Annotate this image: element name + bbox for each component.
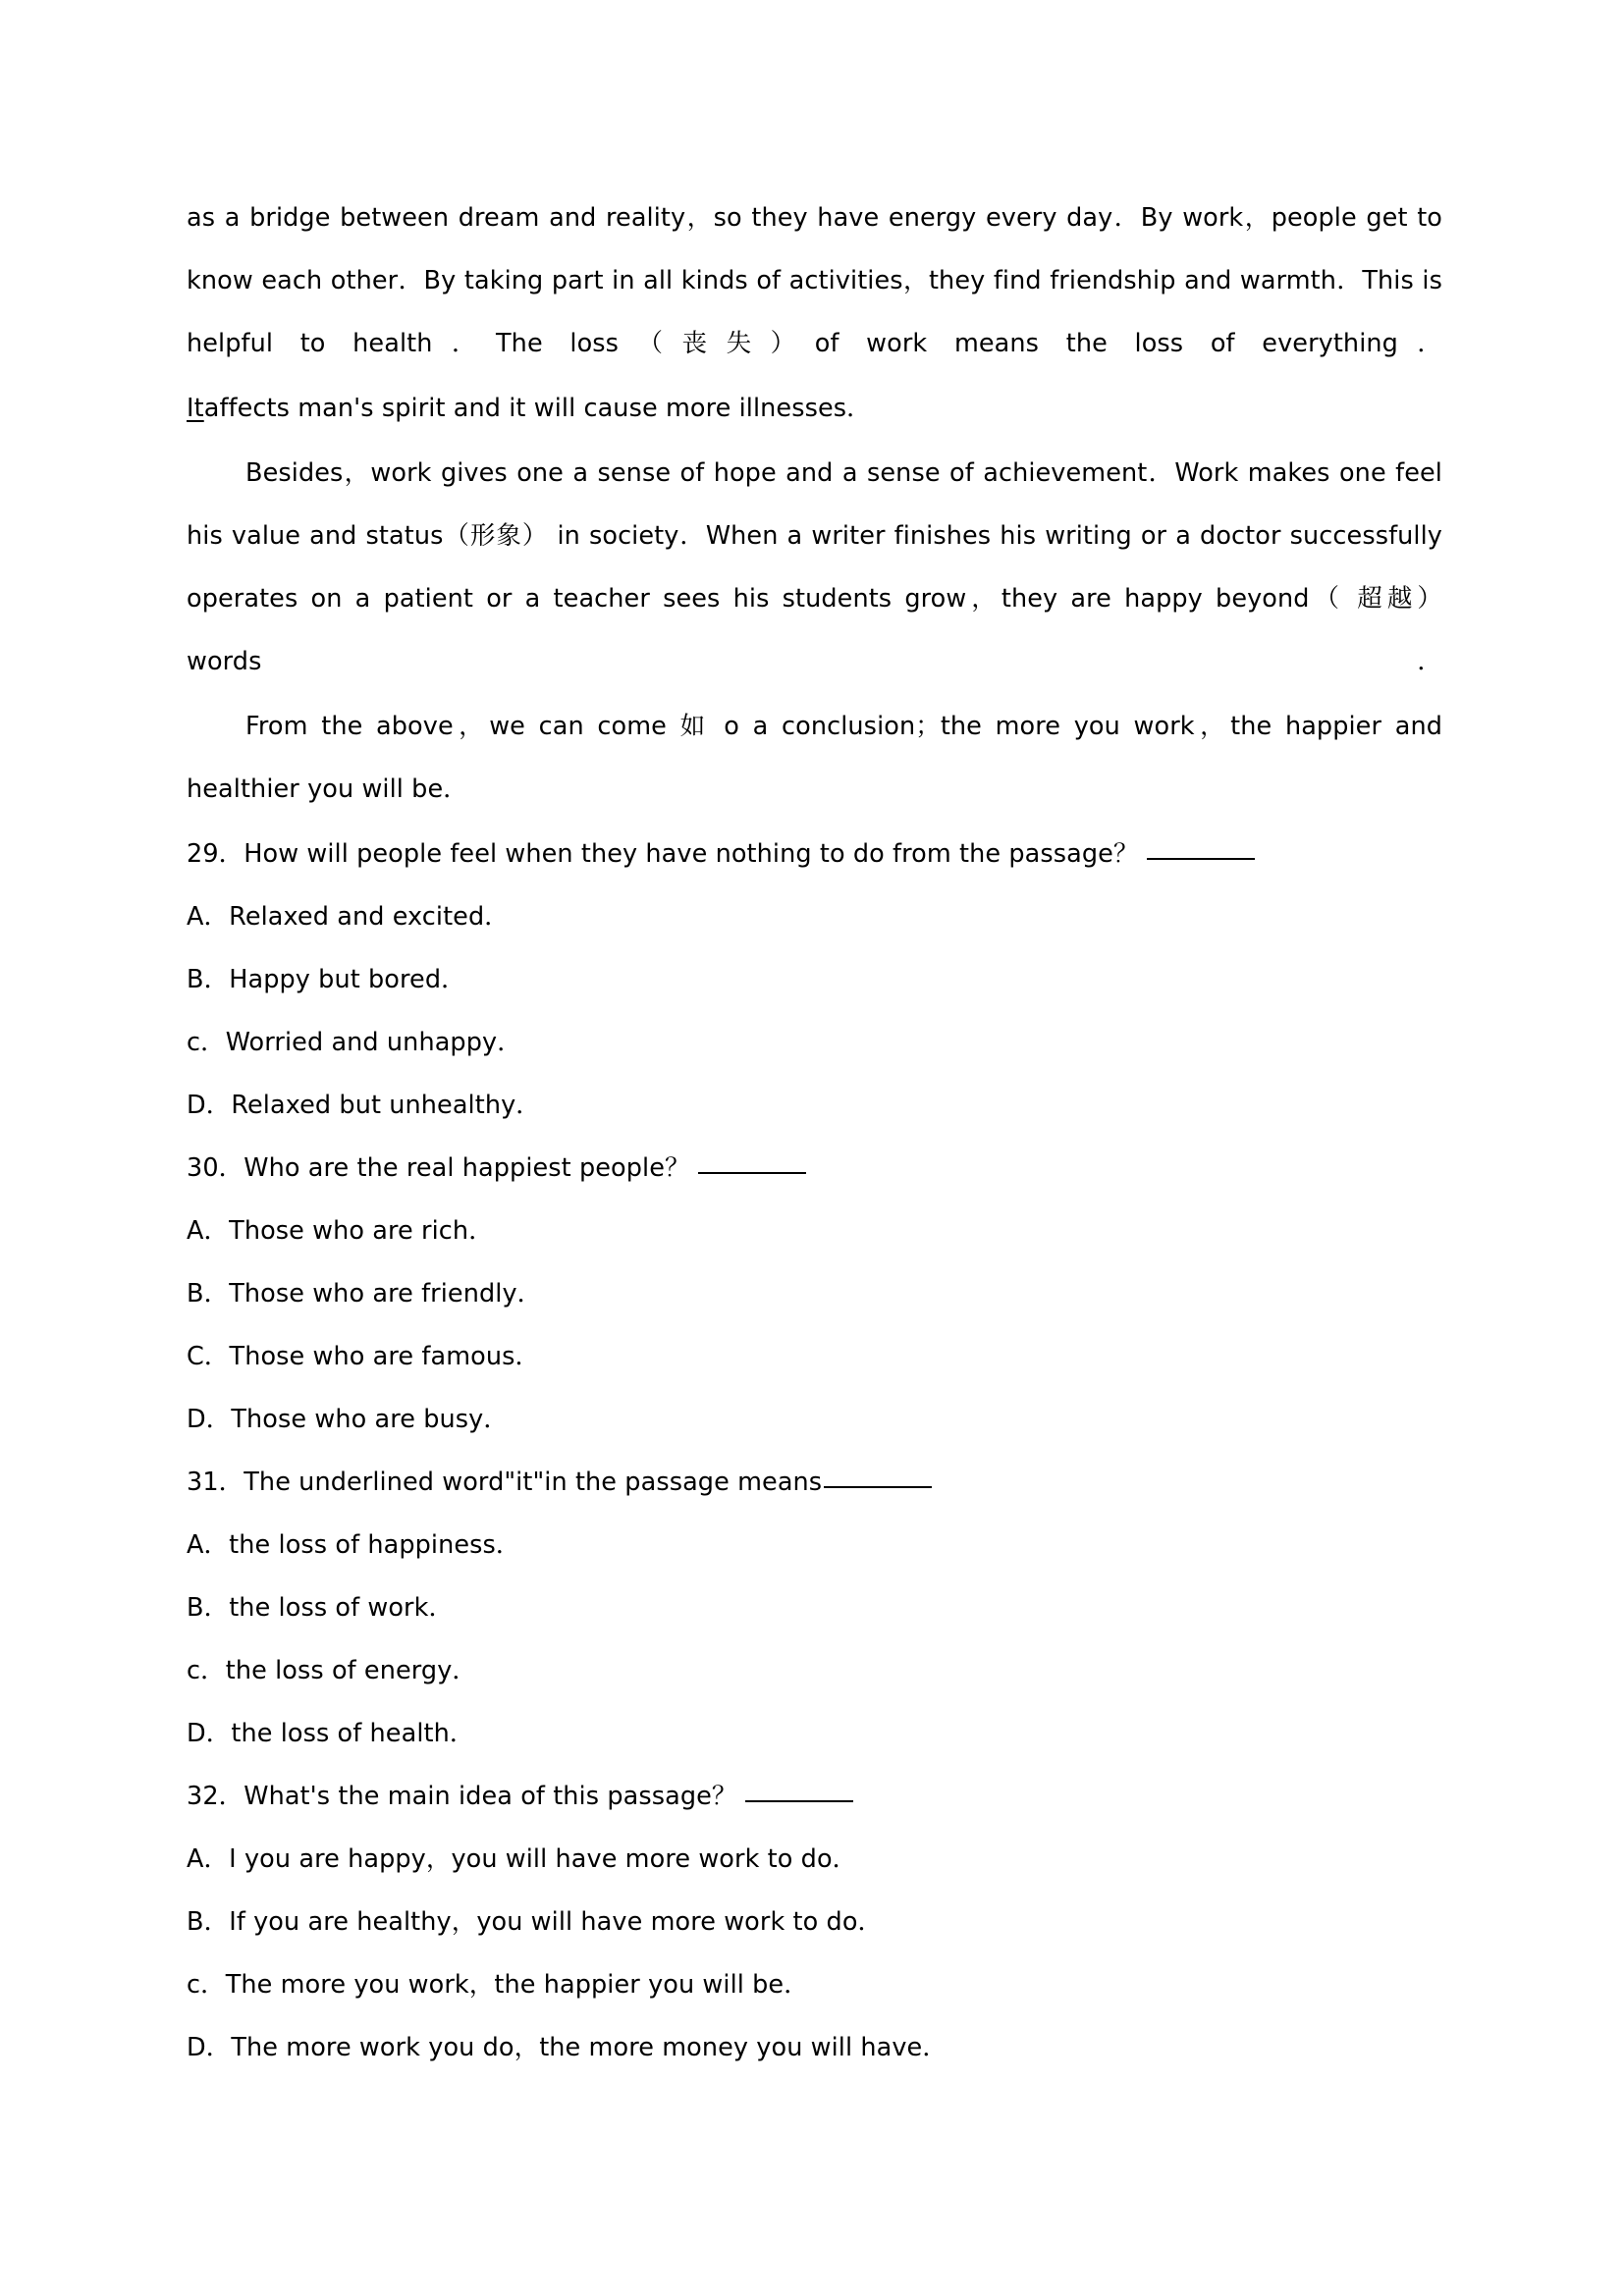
- option-text: the loss of work．: [229, 1593, 455, 1623]
- option-b[interactable]: [187, 948, 1442, 1011]
- option-a[interactable]: [187, 1200, 1442, 1262]
- question-block-30: [187, 1137, 1442, 1451]
- option-label: D．: [187, 1719, 232, 1748]
- passage-paragraph-3: From the above，we can come 如 o a conclusion；the more you work，the happier and healthier you will be．: [187, 712, 1442, 804]
- option-label: c．: [187, 1028, 226, 1057]
- answer-blank[interactable]: [745, 1799, 853, 1802]
- question-text: How will people feel when they have nothing to do from the passage？: [244, 839, 1139, 869]
- option-label: A．: [187, 1216, 230, 1246]
- option-label: D．: [187, 1091, 232, 1120]
- option-text: Those who are rich．: [229, 1216, 494, 1246]
- question-number: 31．: [187, 1468, 244, 1497]
- option-label: B．: [187, 965, 230, 994]
- option-d[interactable]: [187, 1702, 1442, 1765]
- answer-blank[interactable]: [824, 1485, 932, 1488]
- passage-paragraph-1-continued: [187, 377, 1442, 440]
- option-label: B．: [187, 1593, 230, 1623]
- option-label: D．: [187, 2033, 232, 2062]
- option-text: If you are healthy，you will have more work to do．: [229, 1907, 884, 1937]
- option-text: Worried and unhappy．: [225, 1028, 522, 1057]
- question-number: 32．: [187, 1782, 244, 1811]
- option-a[interactable]: [187, 885, 1442, 948]
- option-text: The more you work，the happier you will be．: [225, 1970, 809, 2000]
- option-b[interactable]: [187, 1262, 1442, 1325]
- option-text: the loss of happiness．: [229, 1530, 521, 1560]
- option-label: C．: [187, 1342, 230, 1371]
- option-label: D．: [187, 1405, 232, 1434]
- answer-blank[interactable]: [1147, 857, 1255, 860]
- option-d[interactable]: [187, 2016, 1442, 2079]
- passage-paragraph-1: as a bridge between dream and reality，so they have energy every day．By work，people get to know each other．By taking part in all kinds of activities，they find friendship and warmth．This is helpful to health．The loss（丧失）of work means the loss of everything．: [187, 203, 1442, 358]
- option-c[interactable]: [187, 1639, 1442, 1702]
- option-c[interactable]: [187, 1011, 1442, 1074]
- option-label: A．: [187, 1844, 230, 1874]
- option-label: A．: [187, 1530, 230, 1560]
- option-d[interactable]: [187, 1074, 1442, 1137]
- question-stem: [187, 1451, 1442, 1514]
- question-number: 29．: [187, 839, 244, 869]
- question-block-31: [187, 1451, 1442, 1765]
- question-text: The underlined word"it"in the passage means: [244, 1468, 823, 1497]
- underlined-word-it: It: [187, 394, 204, 423]
- option-text: Relaxed but unhealthy．: [231, 1091, 541, 1120]
- question-number: 30．: [187, 1153, 244, 1183]
- option-text: Happy but bored．: [229, 965, 466, 994]
- option-text: Relaxed and excited．: [229, 902, 510, 932]
- option-d[interactable]: [187, 1388, 1442, 1451]
- option-b[interactable]: [187, 1576, 1442, 1639]
- question-stem: [187, 1765, 1442, 1828]
- option-label: c．: [187, 1970, 226, 2000]
- question-block-32: [187, 1765, 1442, 2079]
- option-label: B．: [187, 1279, 230, 1308]
- passage-paragraph-2: Besides，work gives one a sense of hope and a sense of achievement．Work makes one feel his value and status（形象） in society．When a writer finishes his writing or a doctor successfully operates on a patient or a teacher sees his students grow，they are happy beyond（ 超越） words．: [187, 458, 1442, 676]
- option-text: the loss of energy．: [225, 1656, 477, 1685]
- option-label: A．: [187, 902, 230, 932]
- option-text: Those who are busy．: [231, 1405, 509, 1434]
- option-a[interactable]: [187, 1514, 1442, 1576]
- answer-blank[interactable]: [698, 1171, 806, 1174]
- option-text: the loss of health．: [231, 1719, 475, 1748]
- option-label: B．: [187, 1907, 230, 1937]
- option-text: The more work you do，the more money you will have．: [231, 2033, 947, 2062]
- passage-paragraph-1-tail: affects man's spirit and it will cause more illnesses．: [203, 394, 872, 423]
- question-block-29: [187, 823, 1442, 1137]
- option-text: Those who are famous．: [229, 1342, 541, 1371]
- option-b[interactable]: [187, 1891, 1442, 1953]
- question-stem: [187, 1137, 1442, 1200]
- question-text: Who are the real happiest people？: [244, 1153, 690, 1183]
- question-text: What's the main idea of this passage？: [244, 1782, 737, 1811]
- option-label: c．: [187, 1656, 226, 1685]
- option-a[interactable]: [187, 1828, 1442, 1891]
- option-c[interactable]: [187, 1953, 1442, 2016]
- option-text: Those who are friendly．: [229, 1279, 543, 1308]
- option-text: I you are happy，you will have more work to do．: [229, 1844, 858, 1874]
- option-c[interactable]: [187, 1325, 1442, 1388]
- question-stem: [187, 823, 1442, 885]
